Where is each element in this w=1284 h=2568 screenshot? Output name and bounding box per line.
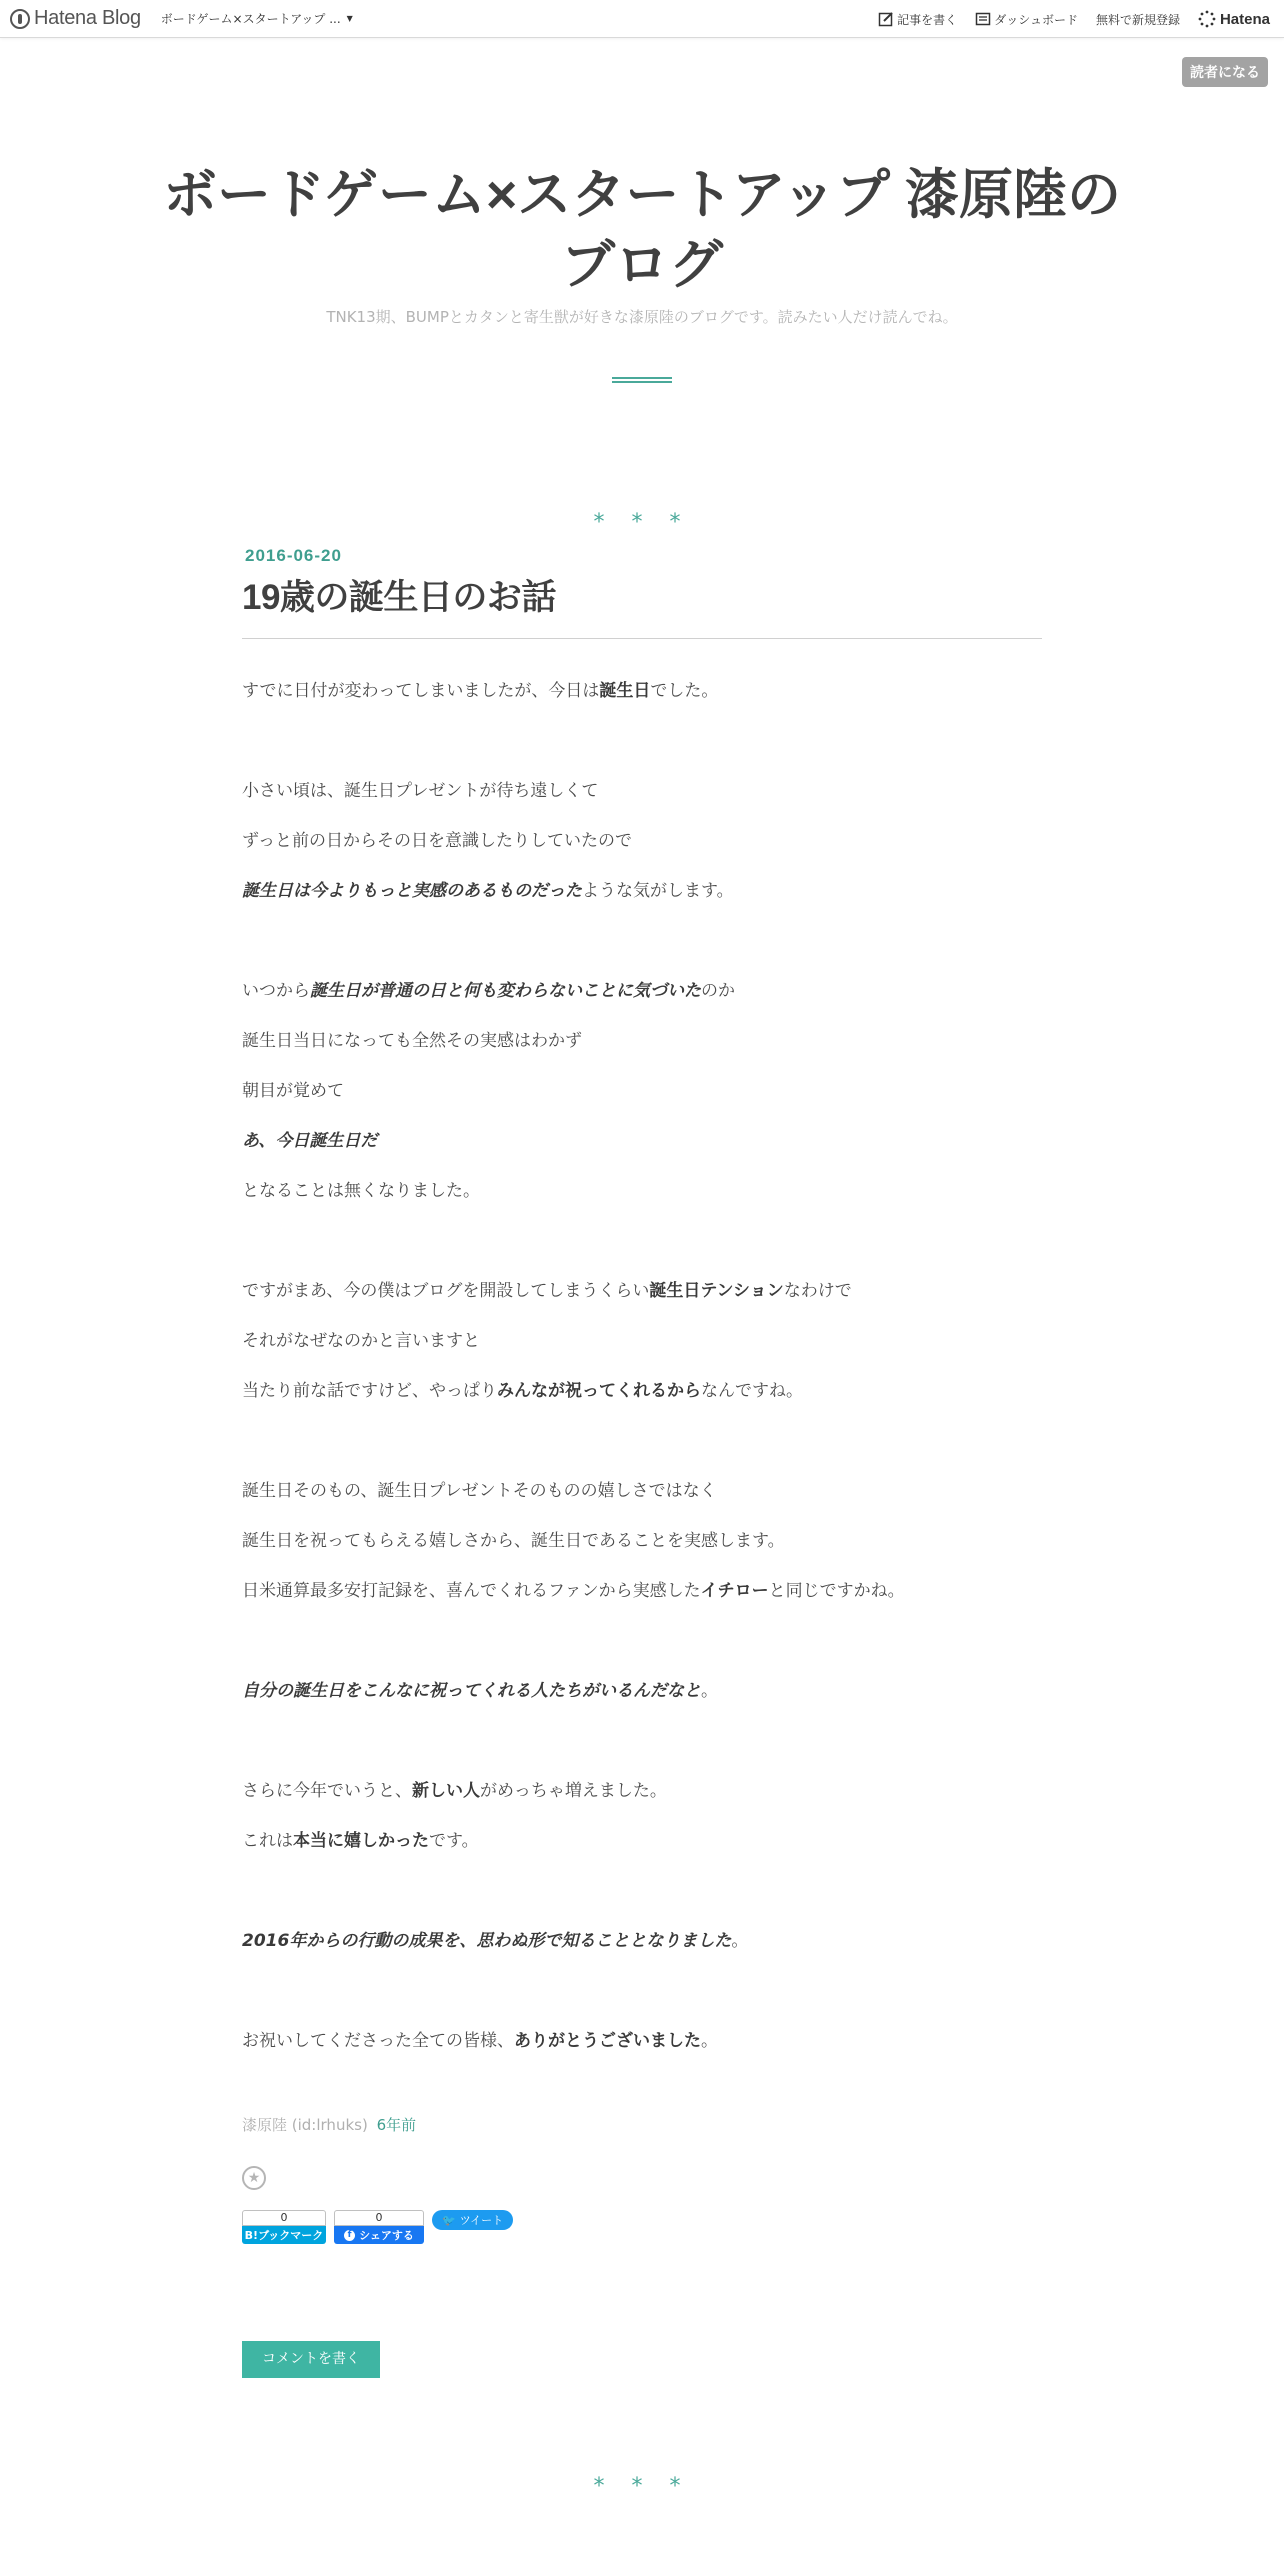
facebook-share-count: 0	[334, 2210, 424, 2226]
blog-switcher[interactable]	[161, 10, 353, 27]
paragraph: ですがまあ、今の僕はブログを開設してしまうくらい誕生日テンションなわけで	[242, 1281, 852, 1301]
paragraph: それがなぜなのかと言いますと	[242, 1331, 480, 1351]
paragraph: いつから誕生日が普通の日と何も変わらないことに気づいたのか	[242, 981, 735, 1001]
twitter-bird-icon: 🐦	[442, 2213, 456, 2227]
blank-line	[242, 730, 1042, 780]
blog-title-line2: ブログ	[561, 235, 723, 295]
paragraph: すでに日付が変わってしまいましたが、今日は誕生日でした。	[242, 681, 719, 701]
entry-age-link[interactable]: 6年前	[376, 2116, 417, 2134]
paragraph: ずっと前の日からその日を意識したりしていたので	[242, 831, 632, 851]
paragraph: さらに今年でいうと、新しい人がめっちゃ増えました。	[242, 1781, 667, 1801]
caret-down-icon: ▼	[346, 14, 353, 23]
blog-title-line1: ボードゲーム×スタートアップ 漆原陸の	[162, 165, 1122, 225]
blank-line	[242, 1630, 1042, 1680]
hatena-menu[interactable]	[1198, 10, 1270, 28]
blog-title[interactable]	[142, 160, 1142, 300]
blank-line	[242, 1230, 1042, 1280]
entry-title[interactable]: 19歳の誕生日のお話	[242, 578, 556, 617]
paragraph: 日米通算最多安打記録を、喜んでくれるファンから実感したイチローと同じですかね。	[242, 1581, 905, 1601]
hatena-bookmark-count: 0	[242, 2210, 326, 2226]
facebook-icon: f	[344, 2230, 355, 2241]
blank-line	[242, 1980, 1042, 2030]
write-comment-button[interactable]: コメントを書く	[242, 2341, 380, 2378]
blank-line	[242, 930, 1042, 980]
author-name[interactable]: 漆原陸 (id:lrhuks)	[242, 2116, 368, 2134]
dashboard-label: ダッシュボード	[994, 12, 1078, 27]
hatena-dots-icon	[1198, 10, 1216, 28]
subscribe-button[interactable]: 読者になる	[1182, 57, 1268, 87]
paragraph: 誕生日は今よりもっと実感のあるものだったような気がします。	[242, 881, 734, 901]
paragraph: 2016年からの行動の成果を、思わぬ形で知ることとなりました。	[242, 1931, 749, 1951]
add-star-button[interactable]	[242, 2166, 266, 2190]
blank-line	[242, 1730, 1042, 1780]
global-header	[0, 0, 1284, 38]
dashboard-link[interactable]	[975, 11, 1078, 28]
tweet-button[interactable]	[432, 2210, 513, 2230]
paragraph: 誕生日当日になっても全然その実感はわかず	[242, 1031, 582, 1051]
facebook-share-button[interactable]	[334, 2210, 424, 2244]
paragraph: 自分の誕生日をこんなに祝ってくれる人たちがいるんだなと。	[242, 1681, 718, 1701]
article-divider-top: * * *	[593, 510, 691, 535]
blog-switcher-label: ボードゲーム×スタートアップ ...	[160, 12, 341, 26]
pencil-icon	[878, 11, 894, 27]
blank-line	[242, 1880, 1042, 1930]
title-divider	[242, 638, 1042, 639]
paragraph: お祝いしてくださった全ての皆様、ありがとうございました。	[242, 2031, 718, 2051]
star-icon: ★	[247, 2170, 261, 2186]
entry-body	[242, 680, 1042, 2080]
paragraph: 小さい頃は、誕生日プレゼントが待ち遠しくて	[242, 781, 599, 801]
hatena-bookmark-label: B!ブックマーク	[242, 2226, 326, 2244]
blank-line	[242, 1430, 1042, 1480]
tweet-label: ツイート	[459, 2214, 504, 2227]
hatena-label: Hatena	[1219, 10, 1270, 28]
facebook-share-label: シェアする	[359, 2229, 414, 2242]
paragraph: となることは無くなりました。	[242, 1181, 480, 1201]
blog-description: TNK13期、BUMPとカタンと寄生獣が好きな漆原陸のブログです。読みたい人だけ読んでね。	[326, 308, 958, 326]
write-article-label: 記事を書く	[897, 12, 958, 27]
share-buttons	[242, 2210, 513, 2244]
brand-text: Hatena Blog	[34, 7, 141, 29]
register-label: 無料で新規登録	[1095, 12, 1180, 27]
paragraph: これは本当に嬉しかったです。	[242, 1831, 479, 1851]
paragraph: 誕生日そのもの、誕生日プレゼントそのものの嬉しさではなく	[242, 1481, 717, 1501]
keyword-link-ichiro[interactable]: イチロー	[700, 1581, 769, 1601]
paragraph: 朝目が覚めて	[242, 1081, 344, 1101]
register-link[interactable]	[1096, 11, 1180, 28]
facebook-share-label-wrap	[334, 2226, 424, 2244]
hatena-bookmark-button[interactable]	[242, 2210, 326, 2244]
paragraph: あ、今日誕生日だ	[242, 1131, 378, 1151]
entry-footer	[242, 2114, 416, 2135]
entry-date[interactable]: 2016-06-20	[245, 546, 342, 565]
dashboard-icon	[975, 11, 991, 27]
hatena-blog-logo-icon	[10, 9, 30, 29]
header-divider	[612, 377, 672, 383]
hatena-blog-logo[interactable]	[10, 0, 141, 38]
write-article-link[interactable]	[878, 11, 957, 28]
paragraph: 当たり前な話ですけど、やっぱりみんなが祝ってくれるからなんですね。	[242, 1381, 803, 1401]
article-divider-bottom: * * *	[593, 2474, 691, 2499]
paragraph: 誕生日を祝ってもらえる嬉しさから、誕生日であることを実感します。	[242, 1531, 785, 1551]
